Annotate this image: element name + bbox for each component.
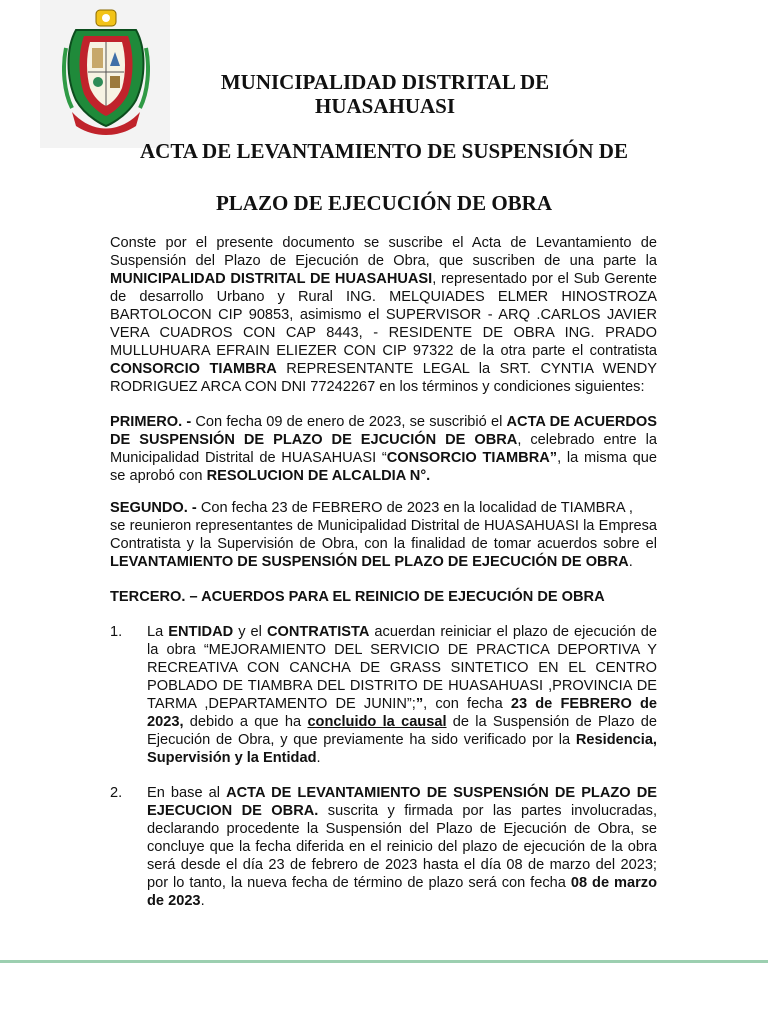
logo-area <box>40 0 170 148</box>
document-body <box>110 234 657 910</box>
document-title-line2: PLAZO DE EJECUCIÓN DE OBRA <box>215 191 553 215</box>
segundo-clause: SEGUNDO. - Con fecha 23 de FEBRERO de 2023 en la localidad de TIAMBRA , se reunieron representantes de Municipalidad Distrital de HUASAHUASI la Empresa Contratista y la Supervisión de Obra, con la finalidad de tomar acuerdos sobre el LEVANTAMIENTO DE SUSPENSIÓN DEL PLAZO DE EJECUCIÓN DE OBRA. <box>110 500 657 570</box>
municipality-name-line1: MUNICIPALIDAD DISTRITAL DE <box>220 70 550 94</box>
list-number: 1. <box>110 624 123 640</box>
footer-divider <box>0 960 768 963</box>
municipal-shield-icon <box>62 8 150 140</box>
primero-clause: PRIMERO. - Con fecha 09 de enero de 2023, se suscribió el ACTA DE ACUERDOS DE SUSPENSIÓN DE PLAZO DE EJCUCIÓN DE OBRA, celebrado entre la Municipalidad Distrital de HUASAHUASI “CONSORCIO TIAMBRA”, la misma que se aprobó con RESOLUCION DE ALCALDIA N°. <box>110 414 658 484</box>
document-title-line1: ACTA DE LEVANTAMIENTO DE SUSPENSIÓN DE <box>140 139 628 163</box>
tercero-heading: TERCERO. – ACUERDOS PARA EL REINICIO DE EJECUCIÓN DE OBRA <box>110 589 605 605</box>
list-number: 2. <box>110 785 123 801</box>
intro-paragraph: Conste por el presente documento se suscribe el Acta de Levantamiento de Suspensión del Plazo de Ejecución de Obra, que suscriben de una parte la MUNICIPALIDAD DISTRITAL DE HUASAHUASI, representado por el Sub Gerente de desarrollo Urbano y Rural ING. MELQUIADES ELMER HINOSTROZA BARTOLOCON CIP 90853, asimismo el SUPERVISOR - ARQ .CARLOS JAVIER VERA CUADROS CON CAP 8443, - RESIDENTE DE OBRA ING. PRADO MULLUHUARA EFRAIN ELIEZER CON CIP 97322 de la otra parte el contratista CONSORCIO TIAMBRA REPRESENTANTE LEGAL la SRT. CYNTIA WENDY RODRIGUEZ ARCA CON DNI 77242267 en los términos y condiciones siguientes: <box>110 235 658 395</box>
municipality-name-line2: HUASAHUASI <box>314 94 456 118</box>
list-item: 1. La ENTIDAD y el CONTRATISTA acuerdan reiniciar el plazo de ejecución de la obra “MEJORAMIENTO DEL SERVICIO DE PRACTICA DEPORTIVA Y RECREATIVA CON CANCHA DE GRASS SINTETICO EN EL CENTRO POBLADO DE TIAMBRA DEL DISTRITO DE HUASAHUASI ,PROVINCIA DE TARMA ,DEPARTAMENTO DE JUNIN”;”, con fecha 23 de FEBRERO de 2023, debido a que ha concluido la causal de la Suspensión de Plazo de Ejecución de Obra, y que previamente ha sido verificado por la Residencia, Supervisión y la Entidad. <box>110 624 657 766</box>
list-item: 2. En base al ACTA DE LEVANTAMIENTO DE SUSPENSIÓN DE PLAZO DE EJECUCION DE OBRA. suscrita y firmada por las partes involucradas, declarando procedente la Suspensión del Plazo de Ejecución de Obra, se concluye que la fecha diferida en el reinicio del plazo de ejecución de la obra será desde el día 23 de febrero de 2023 hasta el día 08 de marzo del 2023; por lo tanto, la nueva fecha de término de plazo será con fecha 08 de marzo de 2023. <box>110 785 657 909</box>
municipality-name <box>195 70 575 118</box>
